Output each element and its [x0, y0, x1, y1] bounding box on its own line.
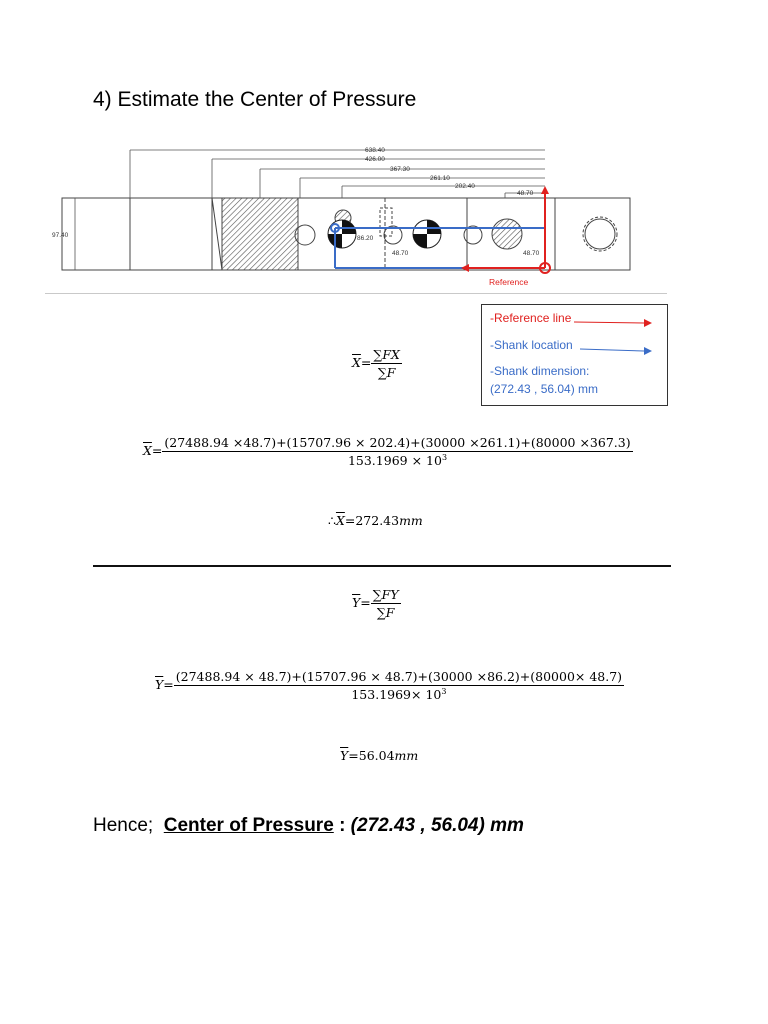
y-result: $\overline{Y}=56.04mm$ [340, 748, 419, 763]
reference-label: Reference [489, 277, 529, 287]
x-def-den: ∑F [377, 365, 396, 380]
dim-height: 97.40 [52, 232, 69, 239]
legend-shank-dimension-label: -Shank dimension: [490, 364, 590, 378]
x-definition: $\overline{X}=$ $\frac{\sum FX}{\sum F}$ [352, 347, 400, 380]
dim-48: 48.70 [517, 190, 534, 197]
y-definition: $\overline{Y}=$ $\frac{\sum FY}{\sum F}$ [352, 587, 399, 620]
legend-shank-dimension-value: (272.43 , 56.04) mm [490, 382, 599, 396]
x-calc-denominator: 153.1969 × 10 [347, 453, 442, 469]
drawing-divider [45, 293, 667, 294]
dim-261: 261.10 [430, 175, 450, 182]
reference-arrow-icon [574, 317, 654, 327]
x-def-lhs: $\overline{X}$ [352, 355, 361, 370]
dim-638: 638.40 [365, 147, 385, 154]
y-result-value: =56.04 [348, 748, 395, 763]
legend-reference-line: -Reference line [490, 311, 572, 325]
conclusion-line: Hence; Center of Pressure : (272.43 , 56.04) mm [93, 815, 524, 836]
dim-202: 202.40 [455, 183, 475, 190]
pressure-drawing [45, 140, 667, 300]
section-divider [93, 565, 671, 567]
section-heading: 4) Estimate the Center of Pressure [93, 88, 417, 111]
center-of-pressure-value: (272.43 , 56.04) mm [350, 815, 524, 836]
y-def-num: ∑FY [372, 587, 399, 602]
x-calculation: $\overline{X}=$ (27488.94 ×48.7)+(15707.96 × 202.4)+(30000 ×261.1)+(80000 ×367.3) $153.1969 \times 10^3$ [143, 435, 631, 469]
dim-426: 426.00 [365, 156, 385, 163]
inner-dim-48a: 48.70 [392, 250, 409, 257]
y-def-den: ∑F [376, 605, 395, 620]
x-def-num: ∑FX [373, 347, 400, 362]
y-calc-denominator: 153.1969× 10 [351, 687, 442, 703]
y-def-lhs: $\overline{Y}$ [352, 595, 361, 610]
legend-shank-location: -Shank location [490, 338, 573, 352]
inner-dim-48b: 48.70 [523, 250, 540, 257]
x-result: $\therefore\overline{X}=272.43mm$ [328, 513, 423, 528]
y-calc-numerator: (27488.94 × 48.7)+(15707.96 × 48.7)+(30000 ×86.2)+(80000× 48.7) [175, 669, 623, 684]
left-block [62, 198, 130, 270]
hatched-region [222, 198, 298, 270]
shank-arrow-icon [580, 345, 654, 355]
dim-367: 367.30 [390, 166, 410, 173]
conclusion-prefix: Hence; [93, 815, 154, 836]
legend-box [481, 304, 668, 406]
x-calc-numerator: (27488.94 ×48.7)+(15707.96 × 202.4)+(30000 ×261.1)+(80000 ×367.3) [164, 435, 631, 450]
inner-dim-86: 86.20 [357, 235, 374, 242]
x-result-value: =272.43 [344, 513, 400, 528]
center-of-pressure-label: Center of Pressure [163, 815, 334, 836]
y-calculation: $\overline{Y}=$ (27488.94 × 48.7)+(15707.96 × 48.7)+(30000 ×86.2)+(80000× 48.7) $153.1969\times 10^3$ [155, 669, 623, 703]
